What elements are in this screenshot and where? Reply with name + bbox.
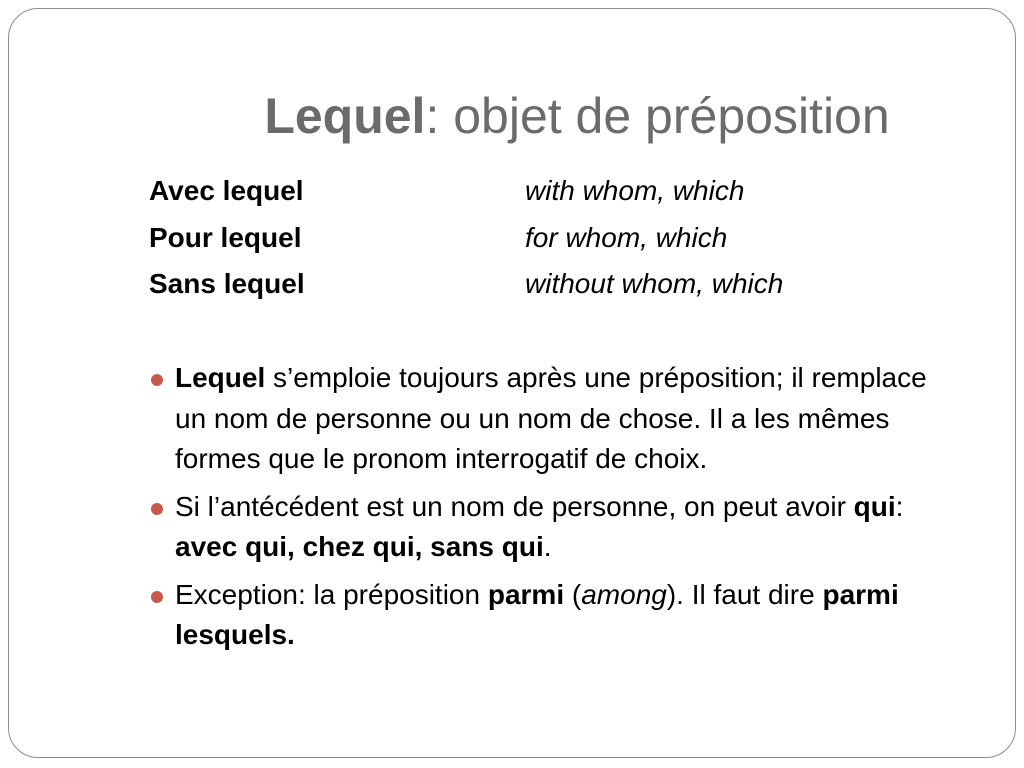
bullet-text: : <box>895 490 904 522</box>
bullet-dot-icon <box>151 503 163 515</box>
bullet-bold-text: parmi lesquels. <box>175 578 899 650</box>
title-rest: : objet de préposition <box>425 88 890 144</box>
vocab-gloss: for whom, which <box>525 221 728 253</box>
vocab-term: Pour lequel <box>149 221 302 253</box>
bullet-dot-icon <box>151 591 163 603</box>
bullet-item-lequel-usage <box>150 358 950 480</box>
bullet-item-person-antecedent <box>150 487 950 568</box>
bullet-text: . <box>543 531 552 562</box>
vocab-row <box>149 215 909 262</box>
bullet-dot-icon <box>151 374 163 386</box>
bullet-list <box>150 358 950 663</box>
bullet-text: s’emploie toujours après une préposition; il remplace un nom de personne ou un nom de chose. Il a les mêmes formes que le pronom interrogatif de choix. <box>175 362 927 474</box>
vocab-row <box>149 261 909 308</box>
vocab-row <box>149 168 909 215</box>
bullet-text: ( <box>564 578 582 610</box>
bullet-bold-text: avec qui, chez qui, sans qui <box>175 531 544 562</box>
bullet-italic-text: among <box>581 578 667 610</box>
vocab-gloss: without whom, which <box>525 268 784 299</box>
vocab-list <box>149 168 909 308</box>
vocab-term: Avec lequel <box>149 175 304 206</box>
bullet-text: Si l’antécédent est un nom de personne, on peut avoir <box>175 490 854 522</box>
bullet-bold-text: parmi <box>487 578 565 610</box>
vocab-gloss: with whom, which <box>525 175 745 206</box>
vocab-term: Sans lequel <box>149 268 305 299</box>
bullet-text: ). Il faut dire <box>666 578 823 610</box>
slide-title <box>0 84 1024 148</box>
bullet-bold-text: qui <box>853 490 896 522</box>
title-keyword: Lequel <box>264 88 426 144</box>
bullet-text: Exception: la préposition <box>175 578 488 610</box>
bullet-bold-text: Lequel <box>175 362 266 393</box>
bullet-item-exception <box>150 575 950 656</box>
